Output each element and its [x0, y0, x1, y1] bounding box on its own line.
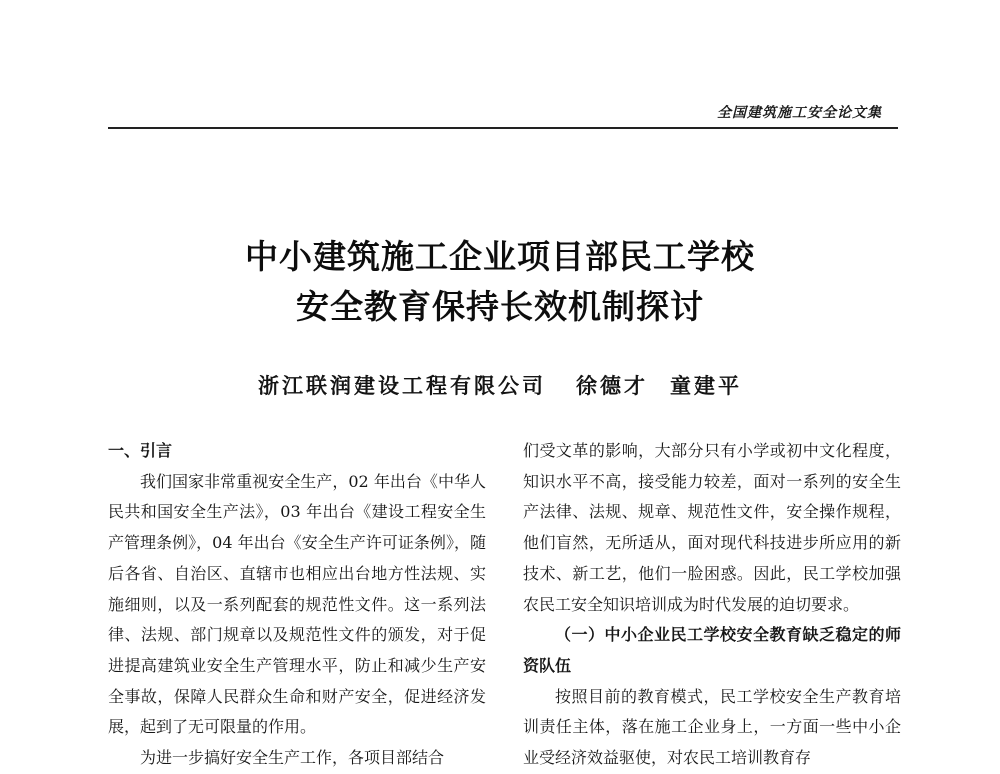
author-organization: 浙江联润建设工程有限公司: [258, 373, 546, 398]
header-rule: [108, 127, 898, 129]
body-paragraph: 为进一步搞好安全生产工作，各项目部结合: [140, 748, 445, 768]
author-name-2: 童建平: [670, 373, 742, 398]
author-name-1: 徐德才: [576, 373, 648, 398]
subsection-heading: （一）中小企业民工学校安全教育缺乏稳定的师资队伍: [523, 625, 901, 675]
left-column: [108, 436, 486, 774]
byline: [0, 370, 1000, 400]
body-paragraph: 我们国家非常重视安全生产，02 年出台《中华人民共和国安全生产法》，03 年出台《建设工程安全生产管理条例》，04 年出台《安全生产许可证条例》，随后各省、自治区、直辖市也相应出台地方性法规、实施细则，以及一系列配套的规范性文件。这一系列法律、法规、部门规章以及规范性文件的颁发，对于促进提高建筑业安全生产管理水平，防止和减少生产安全事故，保障人民群众生命和财产安全，促进经济发展，起到了无可限量的作用。: [108, 471, 486, 737]
title-line-2: 安全教育保持长效机制探讨: [296, 287, 704, 326]
title-line-1: 中小建筑施工企业项目部民工学校: [245, 237, 755, 276]
right-column: [523, 436, 901, 774]
paper-title: [0, 232, 1000, 332]
body-paragraph: 们受文革的影响，大部分只有小学或初中文化程度，知识水平不高，接受能力较差，面对一系列的安全生产法律、法规、规章、规范性文件，安全操作规程，他们盲然，无所适从，面对现代科技进步所应用的新技术、新工艺，他们一脸困惑。因此，民工学校加强农民工安全知识培训成为时代发展的迫切要求。: [523, 441, 901, 614]
running-header: 全国建筑施工安全论文集: [717, 105, 882, 121]
body-paragraph: 按照目前的教育模式，民工学校安全生产教育培训责任主体，落在施工企业身上，一方面一些中小企业受经济效益驱使，对农民工培训教育存: [523, 686, 901, 768]
section-heading-intro: 一、引言: [108, 441, 173, 460]
